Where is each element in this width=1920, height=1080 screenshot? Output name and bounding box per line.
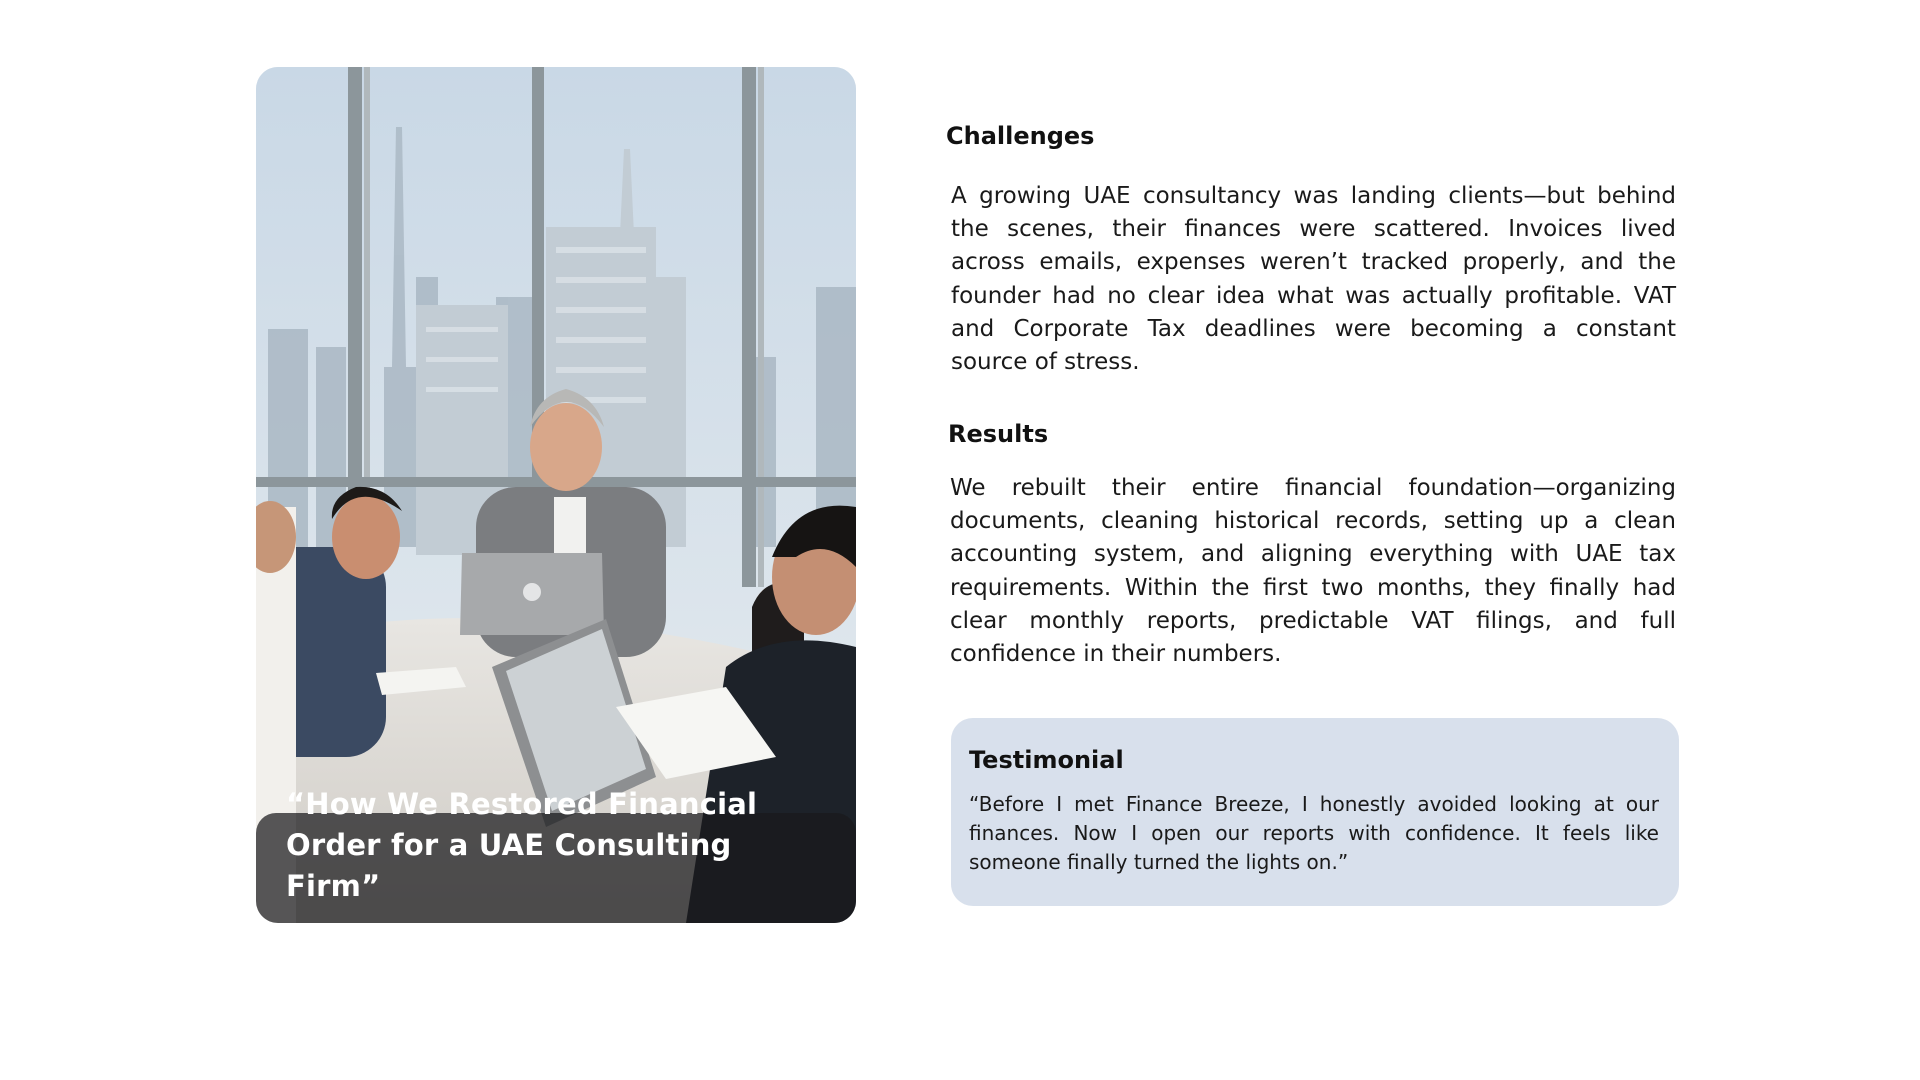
case-study-photo-card [256,67,856,923]
testimonial-heading: Testimonial [969,746,1124,774]
results-heading: Results [948,420,1049,448]
case-study-title: “How We Restored Financial Order for a UAE Consulting Firm” [286,787,758,903]
testimonial-card [951,718,1679,906]
challenges-body: A growing UAE consultancy was landing clients—but behind the scenes, their finances were scattered. Invoices lived across emails, expenses weren’t tracked properly, and the founder had no clear idea what was actually profitable. VAT and Corporate Tax deadlines were becoming a constant source of stress. [951,183,1676,376]
results-body: We rebuilt their entire financial foundation—organizing documents, cleaning historical records, setting up a clean accounting system, and aligning everything with UAE tax requirements. Within the first two months, they finally had clear monthly reports, predictable VAT filings, and full confidence in their numbers. [950,475,1676,668]
testimonial-quote: “Before I met Finance Breeze, I honestly avoided looking at our finances. Now I open our reports with confidence. It feels like someone finally turned the lights on.” [969,792,1659,874]
challenges-heading: Challenges [946,122,1095,150]
